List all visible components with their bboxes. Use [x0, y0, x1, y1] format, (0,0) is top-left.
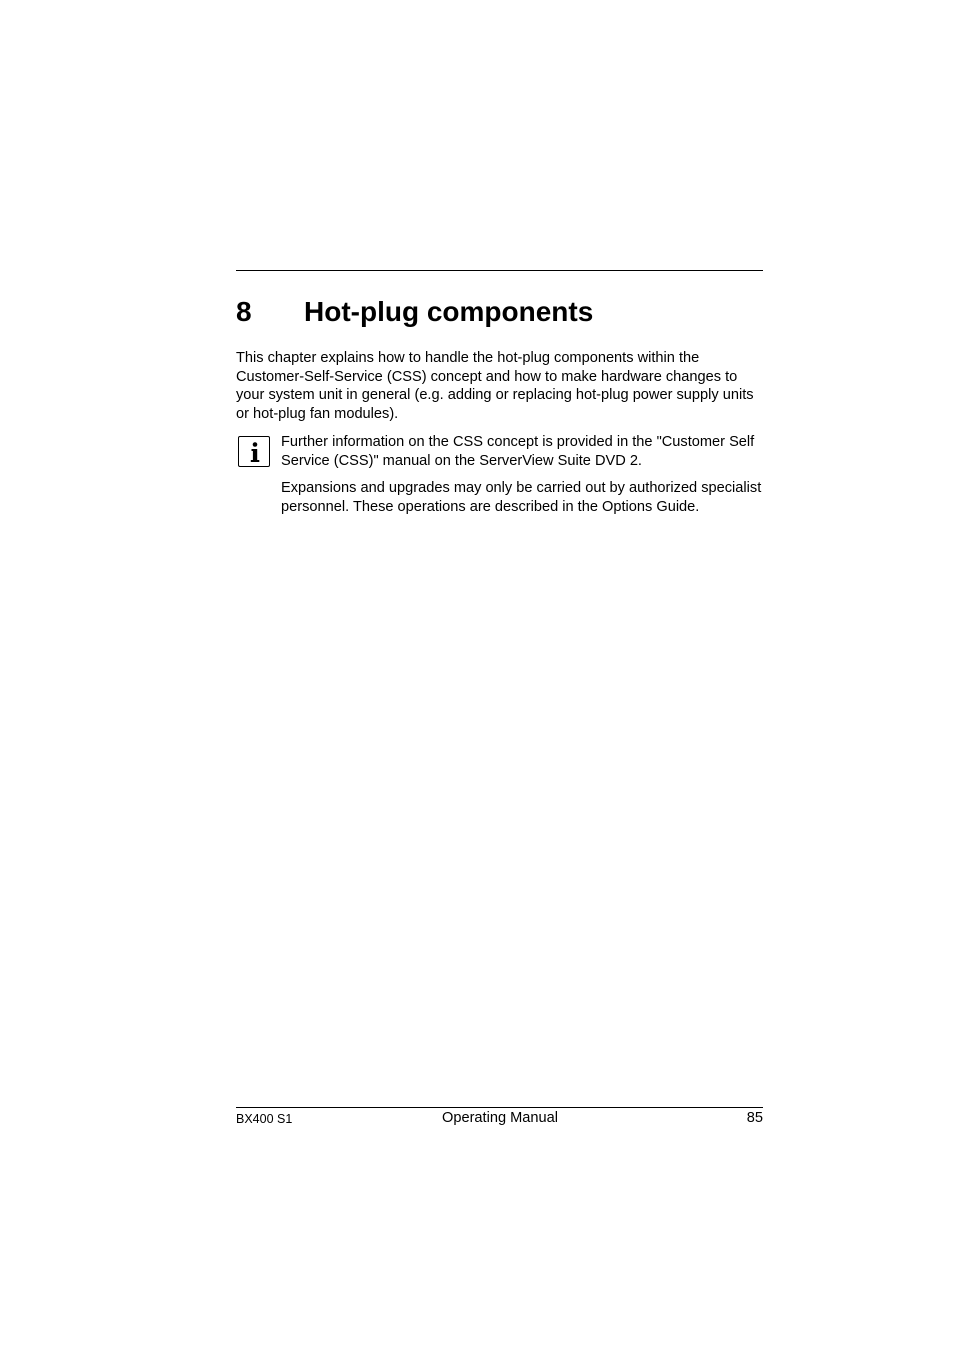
chapter-number: 8 — [236, 296, 252, 327]
info-icon — [238, 436, 270, 467]
note-paragraph: Expansions and upgrades may only be carried out by authorized specialist personnel. These operations are described in the Options Guide. — [281, 480, 762, 515]
chapter-title: Hot-plug components — [304, 296, 594, 327]
footer-manual-title: Operating Manual — [441, 1110, 558, 1126]
chapter-heading — [236, 293, 763, 331]
footer-manual-wrapper — [0, 1109, 954, 1127]
footer-rule — [236, 1107, 763, 1108]
footer-page-number: 85 — [746, 1110, 763, 1126]
intro-paragraph: This chapter explains how to handle the hot-plug components within the Customer-Self-Service (CSS) concept and how to make hardware changes to your system unit in general (e.g. adding or replacing hot-plug power supply units or hot-plug fan modules). — [236, 350, 754, 422]
footer-product: BX400 S1 — [236, 1112, 293, 1126]
note-paragraph: Further information on the CSS concept is provided in the "Customer Self Service (CSS)" manual on the ServerView Suite DVD 2. — [281, 434, 755, 469]
header-rule — [236, 270, 763, 271]
